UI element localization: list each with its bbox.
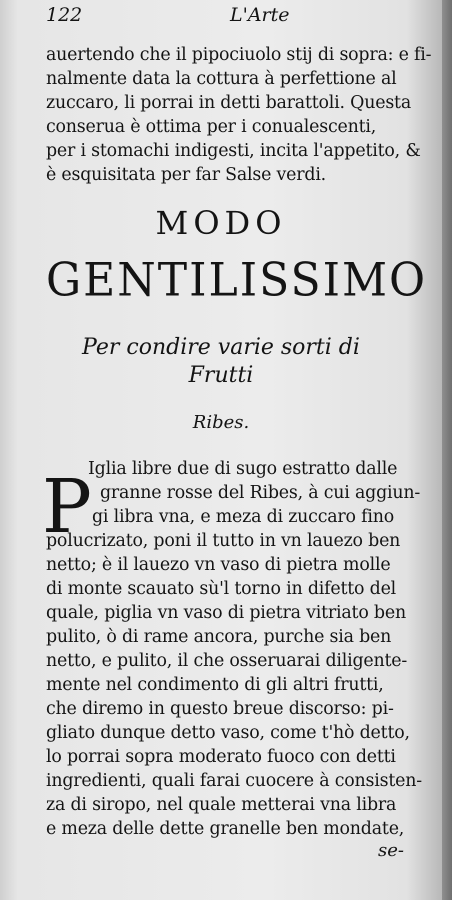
page-edge <box>442 0 452 900</box>
page-header <box>46 4 420 28</box>
text-line: netto, e pulito, il che osseruarai diligente- <box>46 651 408 671</box>
heading-gentilissimo: GENTILISSIMO <box>46 253 428 308</box>
text-line: per i stomachi indigesti, incita l'appetito, & <box>46 141 421 161</box>
text-line: za di siropo, nel quale metterai vna libra <box>46 795 397 815</box>
page-number: 122 <box>46 4 83 26</box>
text-line: lo porrai sopra moderato fuoco con detti <box>46 747 396 767</box>
text-line: di monte scauato sù'l torno in difetto del <box>46 579 397 599</box>
text-line: granne rosse del Ribes, à cui aggiun- <box>100 483 421 503</box>
text-line: che diremo in questo breue discorso: pi- <box>46 699 394 719</box>
text-line: netto; è il lauezo vn vaso di pietra molle <box>46 555 391 575</box>
heading-modo: MODO <box>155 204 287 242</box>
text-line: auertendo che il pipociuolo stij di sopra: e fi- <box>46 45 432 65</box>
text-line: pulito, ò di rame ancora, purche sia ben <box>46 627 392 647</box>
text-line: mente nel condimento di gli altri frutti, <box>46 675 384 695</box>
section-title-ribes: Ribes. <box>192 412 250 433</box>
text-line: Iglia libre due di sugo estratto dalle <box>88 459 398 479</box>
text-line: zuccaro, li porrai in detti barattoli. Questa <box>46 93 412 113</box>
text-line: nalmente data la cottura à perfettione al <box>46 69 397 89</box>
running-title: L'Arte <box>230 4 290 26</box>
text-line: gi libra vna, e meza di zuccaro fino <box>92 507 395 527</box>
text-line: e meza delle dette granelle ben mondate, <box>46 819 405 839</box>
subtitle-line-1: Per condire varie sorti di <box>82 335 360 360</box>
text-line: gliato dunque detto vaso, come t'hò detto, <box>46 723 410 743</box>
text-line: conserua è ottima per i conualescenti, <box>46 117 377 137</box>
text-line: è esquisitata per far Salse verdi. <box>46 165 327 185</box>
drop-cap: P <box>42 464 92 550</box>
text-line: quale, piglia vn vaso di pietra vitriato ben <box>46 603 406 623</box>
text-line: polucrizato, poni il tutto in vn lauezo ben <box>46 531 401 551</box>
text-line: ingredienti, quali farai cuocere à consisten- <box>46 771 422 791</box>
catchword: se- <box>378 840 404 861</box>
subtitle-line-2: Frutti <box>188 363 254 388</box>
